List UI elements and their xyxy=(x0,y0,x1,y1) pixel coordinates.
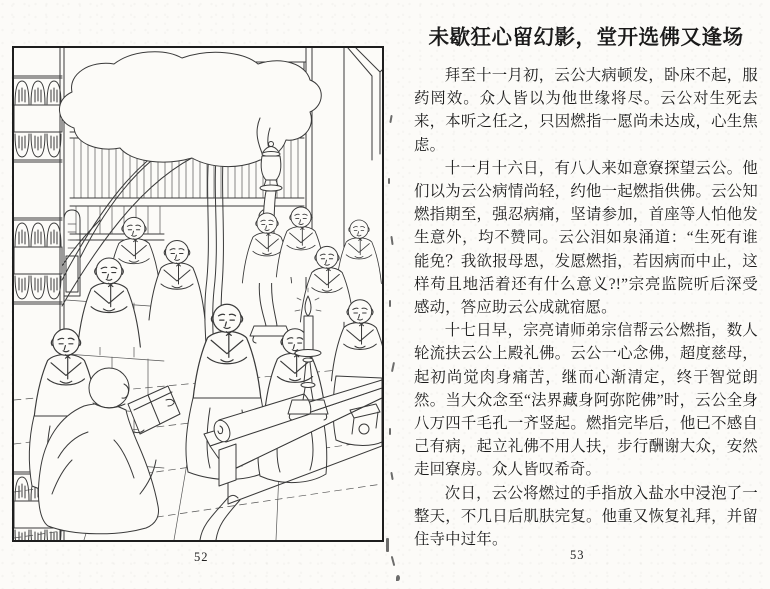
paragraph: 十一月十六日，有八人来如意寮探望云公。他们以为云公病情尚轻，约他一起燃指供佛。云公知燃指期至，强忍病痛，坚请参加，首座等人怕他发生意外，均不赞同。云公泪如泉涌道：“生死有谁能免？我欲报母恩，发愿燃指，若因病而中止，这样苟且地活着还有什么意义?!”宗亮监院听后深受感动，答应助云公成就宿愿。 xyxy=(414,159,758,317)
gutter-smudge xyxy=(390,236,393,245)
gutter-smudge xyxy=(389,428,391,435)
gutter-smudge xyxy=(389,300,391,307)
gutter-smudge xyxy=(396,575,400,581)
page-number-right: 53 xyxy=(570,548,585,562)
story-text xyxy=(414,64,758,551)
gutter-smudge xyxy=(390,472,393,480)
gutter-smudge xyxy=(386,538,389,552)
gutter-smudge xyxy=(391,362,395,372)
chapter-title: 未歇狂心留幻影，堂开选佛又逢场 xyxy=(428,27,744,49)
paragraph: 次日，云公将燃过的手指放入盐水中浸泡了一整天，不几日后肌肤完复。他重又恢复礼拜，并留住寺中过年。 xyxy=(414,484,758,549)
incense-smoke xyxy=(59,52,321,167)
temple-illustration xyxy=(14,48,382,540)
paragraph: 十七日早，宗亮请师弟宗信帮云公燃指，数人轮流扶云公上殿礼佛。云公一心念佛，超度慈母，起初尚觉肉身痛苦，继而心渐清定，终于智觉朗然。当大众念至“法界藏身阿弥陀佛”时，云公全身八万四千毛孔一齐竖起。燃指完毕后，他已不感自己有病，起立礼佛不用人扶，步行酬谢大众，安然走回寮房。众人皆叹希奇。 xyxy=(414,322,758,479)
illustration-frame xyxy=(12,46,384,542)
gutter-smudge xyxy=(391,556,396,566)
page-number-left: 52 xyxy=(194,550,209,564)
sutra-book xyxy=(128,386,180,434)
gutter-smudge xyxy=(388,178,390,184)
right-page xyxy=(414,20,758,551)
gutter-smudge xyxy=(389,115,392,123)
paragraph: 拜至十一月初，云公大病顿发，卧床不起，服药罔效。众人皆以为他世缘将尽。云公对生死去来，本听之任之，只因燃指一愿尚未达成，心生焦虑。 xyxy=(414,67,758,154)
